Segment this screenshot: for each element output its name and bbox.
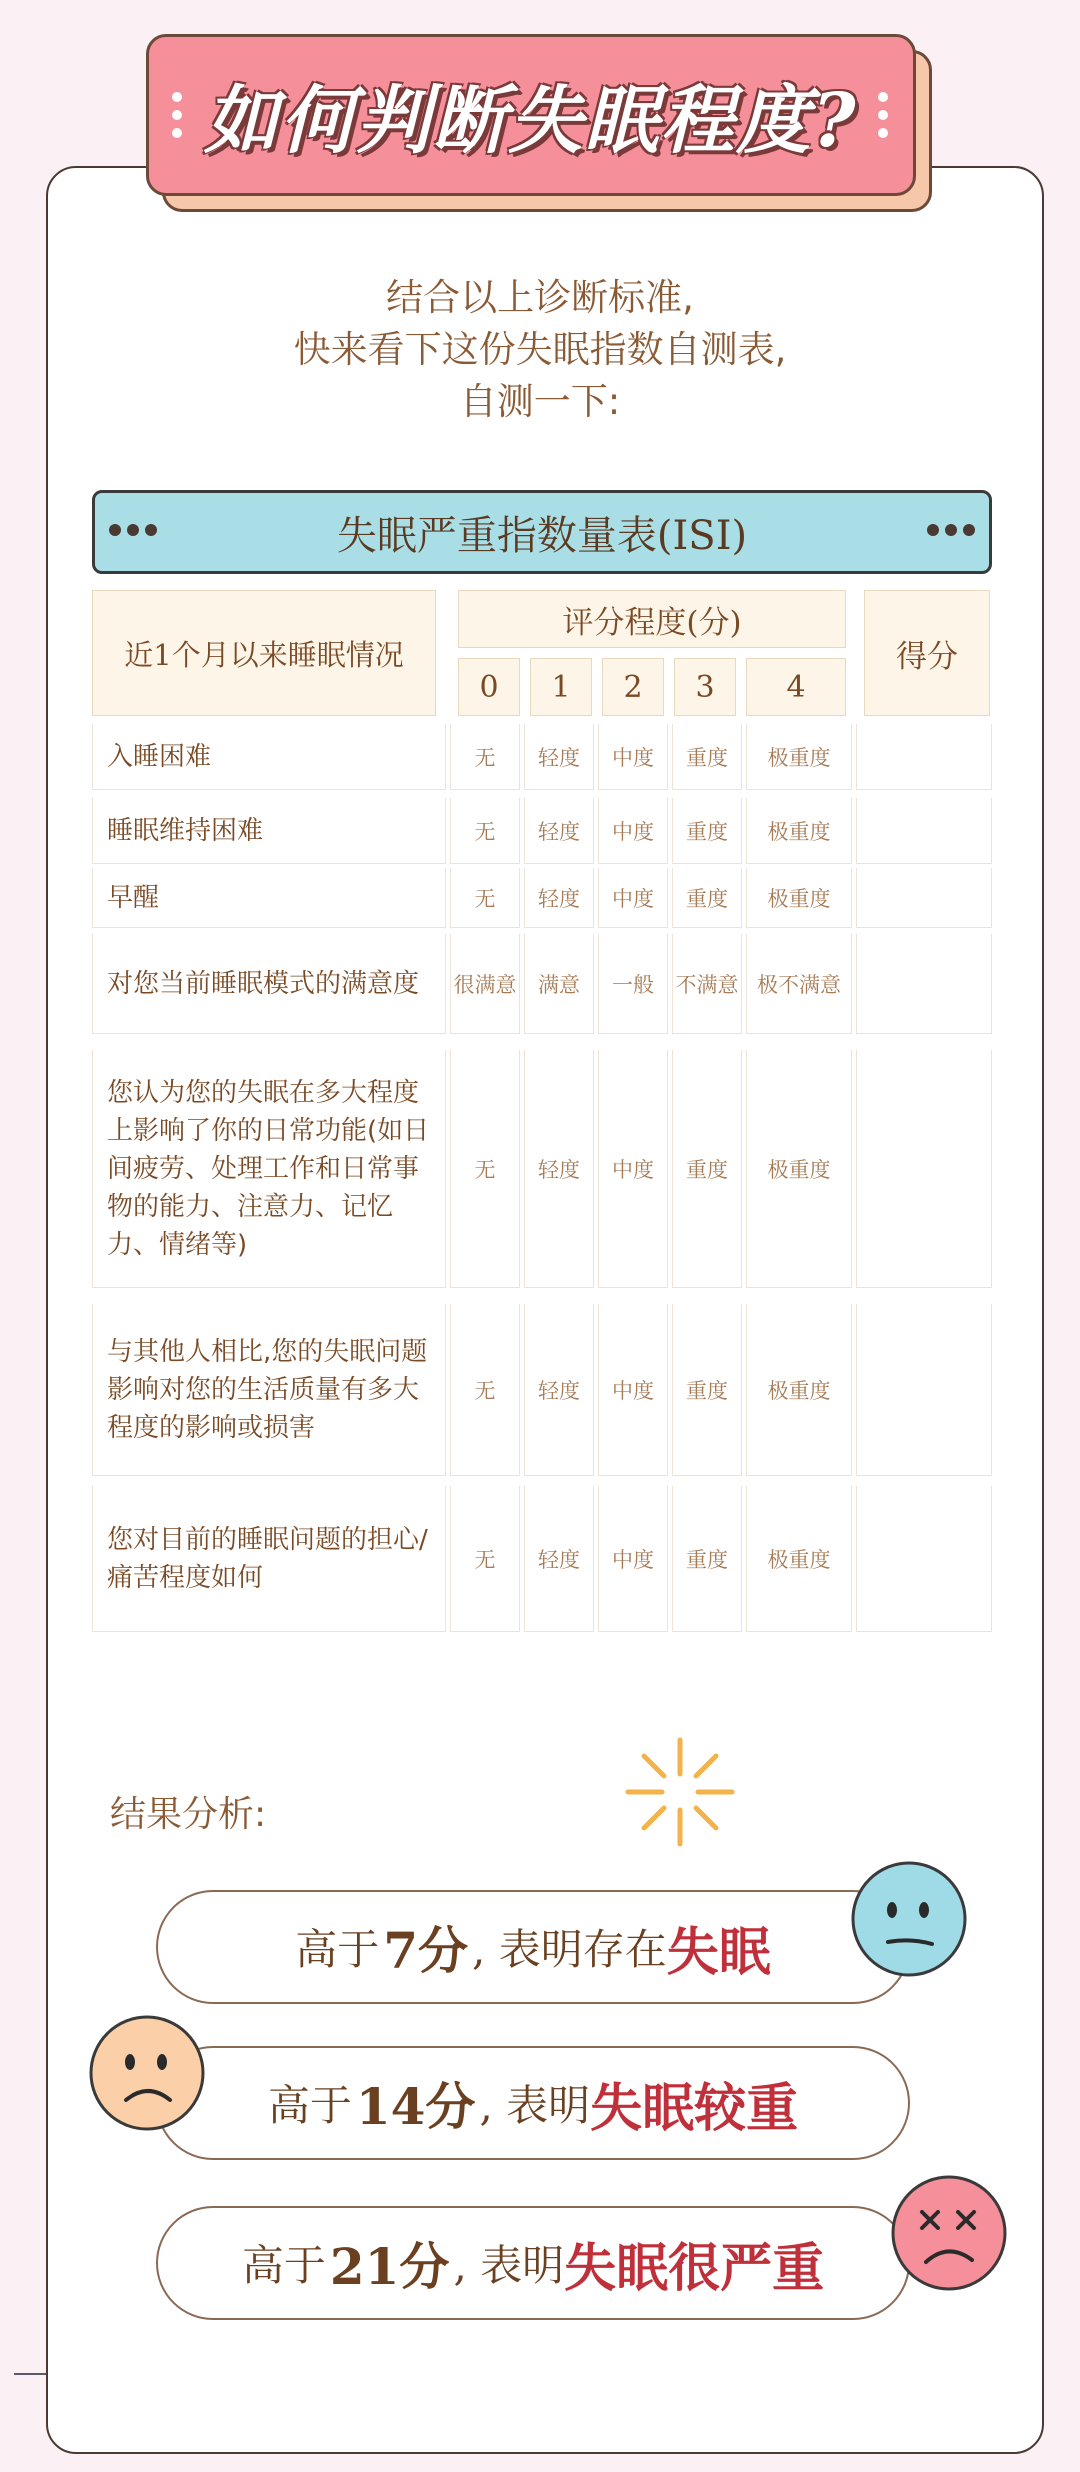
option-0: 无 <box>450 724 520 790</box>
option-0: 无 <box>450 798 520 864</box>
row-question: 对您当前睡眠模式的满意度 <box>92 934 446 1034</box>
intro-line-3: 自测一下: <box>459 380 621 423</box>
option-3: 重度 <box>672 798 742 864</box>
header-point-1: 1 <box>530 658 592 716</box>
row-question: 与其他人相比,您的失眠问题影响对您的生活质量有多大程度的影响或损害 <box>92 1304 446 1476</box>
option-1: 轻度 <box>524 724 594 790</box>
option-4: 极重度 <box>746 1304 852 1476</box>
result-1-mid: , 表明存在 <box>472 1925 667 1974</box>
result-1-pre: 高于 <box>295 1925 380 1974</box>
table-row <box>92 868 992 928</box>
option-4: 极重度 <box>746 1050 852 1288</box>
option-3: 不满意 <box>672 934 742 1034</box>
header-rating: 评分程度(分) <box>458 590 846 648</box>
table-row <box>92 724 992 790</box>
result-2-highlight: 失眠较重 <box>590 2077 799 2139</box>
row-question: 早醒 <box>92 868 446 928</box>
bar-dots-left <box>109 524 163 536</box>
row-question: 睡眠维持困难 <box>92 798 446 864</box>
option-2: 中度 <box>598 798 668 864</box>
result-3-mid: , 表明 <box>453 2241 565 2290</box>
option-4: 极重度 <box>746 798 852 864</box>
score-cell[interactable] <box>856 868 992 928</box>
option-1: 轻度 <box>524 1050 594 1288</box>
header-score: 得分 <box>864 590 990 716</box>
option-4: 极重度 <box>746 1486 852 1632</box>
option-0: 无 <box>450 868 520 928</box>
option-0: 无 <box>450 1486 520 1632</box>
row-question: 您对目前的睡眠问题的担心/痛苦程度如何 <box>92 1486 446 1632</box>
table-row <box>92 934 992 1034</box>
result-3-num: 21分 <box>329 2237 450 2296</box>
bar-dots-right <box>927 524 981 536</box>
row-question: 入睡困难 <box>92 724 446 790</box>
title-banner <box>146 34 934 214</box>
score-cell[interactable] <box>856 798 992 864</box>
option-2: 中度 <box>598 1486 668 1632</box>
scale-title-bar <box>92 490 992 574</box>
dizzy-face-icon <box>888 2172 1010 2294</box>
option-2: 中度 <box>598 1050 668 1288</box>
score-cell[interactable] <box>856 1486 992 1632</box>
result-2-pre: 高于 <box>267 2081 352 2130</box>
option-2: 一般 <box>598 934 668 1034</box>
header-question: 近1个月以来睡眠情况 <box>92 590 436 716</box>
result-1-highlight: 失眠 <box>666 1921 771 1983</box>
score-cell[interactable] <box>856 1304 992 1476</box>
header-point-2: 2 <box>602 658 664 716</box>
header-point-3: 3 <box>674 658 736 716</box>
header-point-0: 0 <box>458 658 520 716</box>
result-title: 结果分析: <box>110 1794 267 1835</box>
row-question: 您认为您的失眠在多大程度上影响了你的日常功能(如日间疲劳、处理工作和日常事物的能力、注意力、记忆力、情绪等) <box>92 1050 446 1288</box>
score-cell[interactable] <box>856 1050 992 1288</box>
option-1: 轻度 <box>524 1486 594 1632</box>
option-1: 轻度 <box>524 868 594 928</box>
option-3: 重度 <box>672 868 742 928</box>
option-1: 满意 <box>524 934 594 1034</box>
option-3: 重度 <box>672 1486 742 1632</box>
option-1: 轻度 <box>524 798 594 864</box>
option-2: 中度 <box>598 1304 668 1476</box>
score-cell[interactable] <box>856 724 992 790</box>
result-3-pre: 高于 <box>241 2241 326 2290</box>
result-pill-1 <box>156 1890 910 2004</box>
neutral-face-icon <box>848 1858 970 1980</box>
option-2: 中度 <box>598 868 668 928</box>
scale-title: 失眠严重指数量表(ISI) <box>336 512 748 559</box>
result-2-mid: , 表明 <box>479 2081 591 2130</box>
option-1: 轻度 <box>524 1304 594 1476</box>
result-pill-2 <box>156 2046 910 2160</box>
option-3: 重度 <box>672 1050 742 1288</box>
result-1-num: 7分 <box>383 1921 469 1980</box>
intro-line-2: 快来看下这份失眠指数自测表, <box>293 328 787 371</box>
table-row <box>92 1486 992 1632</box>
option-4: 极重度 <box>746 724 852 790</box>
option-0: 无 <box>450 1050 520 1288</box>
score-cell[interactable] <box>856 934 992 1034</box>
option-3: 重度 <box>672 724 742 790</box>
table-row <box>92 798 992 864</box>
result-pill-3 <box>156 2206 910 2320</box>
option-3: 重度 <box>672 1304 742 1476</box>
sparkle-icon <box>622 1734 738 1850</box>
table-row <box>92 1050 992 1288</box>
option-0: 无 <box>450 1304 520 1476</box>
sad-face-icon <box>86 2012 208 2134</box>
header-point-4: 4 <box>746 658 846 716</box>
option-0: 很满意 <box>450 934 520 1034</box>
option-2: 中度 <box>598 724 668 790</box>
result-2-num: 14分 <box>355 2077 476 2136</box>
result-3-highlight: 失眠很严重 <box>564 2237 825 2299</box>
option-4: 极重度 <box>746 868 852 928</box>
option-4: 极不满意 <box>746 934 852 1034</box>
intro-line-1: 结合以上诊断标准, <box>386 276 694 319</box>
page-title: 如何判断失眠程度? <box>204 78 858 164</box>
table-row <box>92 1304 992 1476</box>
